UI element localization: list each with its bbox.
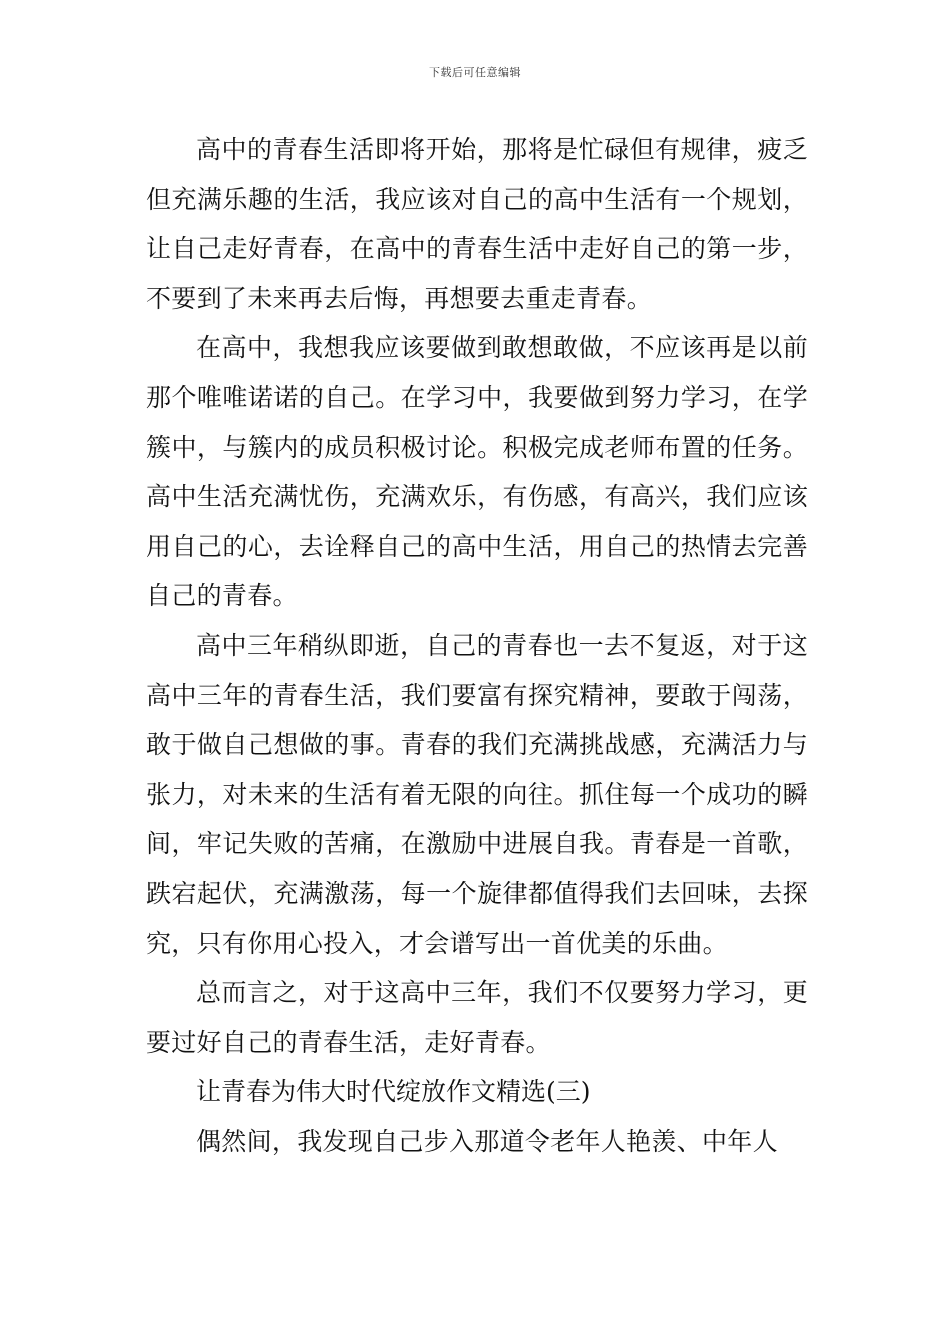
- paragraph-5: 偶然间，我发现自己步入那道令老年人艳羡、中年人: [196, 1126, 778, 1156]
- paragraph-3: 高中三年稍纵即逝，自己的青春也一去不复返，对于这高中三年的青春生活，我们要富有探究精神，要敢于闯荡，敢于做自己想做的事。青春的我们充满挑战感，充满活力与张力，对未来的生活有着无限的向往。抓住每一个成功的瞬间，牢记失败的苦痛，在激励中进展自我。青春是一首歌，跌宕起伏，充满激荡，每一个旋律都值得我们去回味，去探究，只有你用心投入，才会谱写出一首优美的乐曲。: [146, 630, 808, 958]
- page-header: 下载后可任意编辑: [429, 66, 521, 79]
- document-body: [146, 125, 808, 1166]
- paragraph-2: 在高中，我想我应该要做到敢想敢做，不应该再是以前那个唯唯诺诺的自己。在学习中，我要做到努力学习，在学簇中，与簇内的成员积极讨论。积极完成老师布置的任务。高中生活充满忧伤，充满欢乐，有伤感，有高兴，我们应该用自己的心，去诠释自己的高中生活，用自己的热情去完善自己的青春。: [146, 333, 808, 611]
- paragraph-1: 高中的青春生活即将开始，那将是忙碌但有规律，疲乏但充满乐趣的生活，我应该对自己的高中生活有一个规划，让自己走好青春，在高中的青春生活中走好自己的第一步，不要到了未来再去后悔，再想要去重走青春。: [146, 135, 808, 313]
- paragraph-4: 总而言之，对于这高中三年，我们不仅要努力学习，更要过好自己的青春生活，走好青春。: [146, 978, 808, 1057]
- section-subtitle: 让青春为伟大时代绽放作文精选(三): [196, 1077, 591, 1107]
